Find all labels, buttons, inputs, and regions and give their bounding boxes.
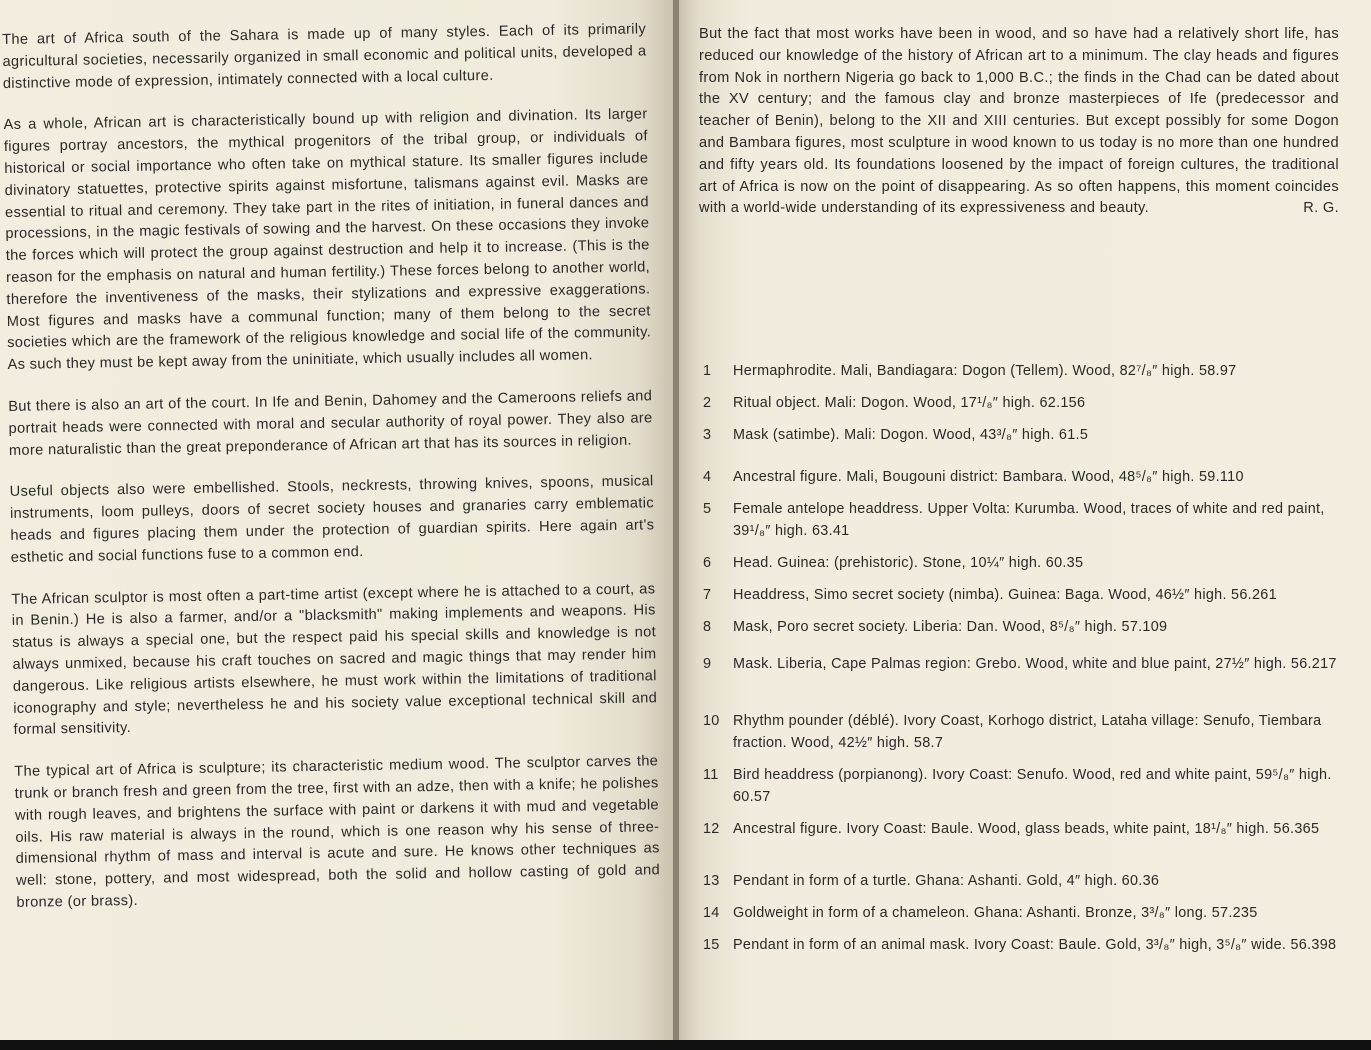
catalog-description: Ancestral figure. Mali, Bougouni district: Bambara. Wood, 48⁵/₈″ high. 59.110 [733,469,1244,485]
catalog-description: Ancestral figure. Ivory Coast: Baule. Wood, glass beads, white paint, 18¹/₈″ high. 56.365 [733,821,1320,837]
catalog-number: 2 [703,395,712,411]
catalog-number: 1 [703,363,712,379]
catalog-description: Head. Guinea: (prehistoric). Stone, 10¼″ high. 60.35 [733,555,1084,571]
catalog-number: 5 [703,501,712,517]
catalog-description: Headdress, Simo secret society (nimba). Guinea: Baga. Wood, 46½″ high. 56.261 [733,587,1277,603]
catalog-number: 6 [703,555,712,571]
scan-edge [0,1040,1371,1050]
catalog-description: Goldweight in form of a chameleon. Ghana: Ashanti. Bronze, 3³/₈″ long. 57.235 [733,905,1258,921]
catalog-number: 9 [703,656,712,672]
catalog-number: 14 [703,905,720,921]
catalog-number: 4 [703,469,712,485]
catalog-number: 3 [703,427,712,443]
catalog-description: Mask (satimbe). Mali: Dogon. Wood, 43³/₈″ high. 61.5 [733,427,1089,443]
essay-paragraph: As a whole, African art is characteristically bound up with religion and divination. Its larger figures portray ancestors, the mythical progenitors of the tribal group, or individuals of historical or social importance who often take on mythical stature. Its smaller figures include divinatory statuettes, protective spirits against misfortune, talismans against evil. Masks are essential to ritual and ceremony. They take part in the rites of initiation, in funeral dances and processions, in the magic festivals of sowing and the harvest. On these occasions they invoke the forces which will protect the group against destruction and help it to increase. (This is the reason for the emphasis on natural and human fertility.) These forces belong to another world, therefore the inventiveness of the masks, their stylizations and expressive exaggerations. Most figures and masks have a communal function; many of them belong to the secret societies which are the framework of the religious knowledge and social life of the community. As such they must be kept away from the uninitiate, which usually includes all women. [3,106,652,374]
essay-text [2,19,661,934]
catalog-description: Pendant in form of a turtle. Ghana: Ashanti. Gold, 4″ high. 60.36 [733,873,1160,889]
catalog-number: 11 [703,767,719,783]
essay-paragraph: The African sculptor is most often a part-time artist (except where he is attached to a court, as in Benin.) He is also a farmer, and/or a "blacksmith" making implements and weapons. His status is always a special one, but the respect paid his special skills and knowledge is not always unmixed, because his craft touches on sacred and magic things that may render him dangerous. Like religious artists elsewhere, he must work within the limitations of traditional iconography and style; nevertheless he and his society value exceptional technical skill and formal sensitivity. [11,580,658,739]
catalog-description: Mask, Poro secret society. Liberia: Dan. Wood, 8⁵/₈″ high. 57.109 [733,619,1168,635]
essay-paragraph: The typical art of Africa is sculpture; its characteristic medium wood. The sculptor carves the trunk or branch fresh and green from the tree, first with an adze, then with a knife; he polishes with rough leaves, and brightens the surface with paint or darkens it with mud and vegetable oils. His raw material is always in the round, which is one reason why his sense of three-dimensional rhythm of mass and interval is acute and sure. He knows other techniques as well: stone, pottery, and most widespread, both the solid and hollow casting of gold and bronze (or brass). [14,753,661,911]
left-page [0,0,673,1040]
essay-paragraph: Useful objects also were embellished. Stools, neckrests, throwing knives, spoons, musical instruments, loom pulleys, doors of secret society houses and granaries carry emblematic heads and figures placing them under the protection of guardian spirits. Here again art's esthetic and social functions fuse to a common end. [9,473,655,566]
catalog-description: Pendant in form of an animal mask. Ivory Coast: Baule. Gold, 3³/₈″ high, 3⁵/₈″ wide. 56.398 [733,937,1337,953]
catalog-description: Ritual object. Mali: Dogon. Wood, 17¹/₈″ high. 62.156 [733,395,1086,411]
catalog-number: 8 [703,619,712,635]
catalog-description: Bird headdress (porpianong). Ivory Coast: Senufo. Wood, red and white paint, 59⁵/₈″ high. 60.57 [733,767,1332,805]
catalog-description: Mask. Liberia, Cape Palmas region: Grebo. Wood, white and blue paint, 27½″ high. 56.217 [733,656,1337,672]
author-initials: R. G. [1303,200,1339,217]
intro-text: But the fact that most works have been in wood, and so have had a relatively short life, has reduced our knowledge of the history of African art to a minimum. The clay heads and figures from Nok in northern Nigeria go back to 1,000 B.C.; the finds in the Chad can be dated about the XV century; and the famous clay and bronze masterpieces of Ife (predecessor and teacher of Benin), belong to the XII and XIII centuries. But except possibly for some Dogon and Bambara figures, most sculpture in wood known to us today is no more than one hundred and fifty years old. Its foundations loosened by the impact of foreign cultures, the traditional art of Africa is now on the point of disappearing. As so often happens, this moment coincides with a world-wide understanding of its expressiveness and beauty. [699,26,1339,217]
essay-paragraph: The art of Africa south of the Sahara is made up of many styles. Each of its primarily agricultural societies, necessarily organized in small economic and political units, developed a distinctive mode of expression, intimately connected with a local culture. [2,21,647,92]
catalog-description: Female antelope headdress. Upper Volta: Kurumba. Wood, traces of white and red paint, 39¹/₈″ high. 63.41 [733,501,1325,539]
catalog-number: 7 [703,587,712,603]
intro-paragraph [699,24,1339,220]
catalog-description: Hermaphrodite. Mali, Bandiagara: Dogon (Tellem). Wood, 82⁷/₈″ high. 58.97 [733,363,1237,379]
essay-paragraph: But there is also an art of the court. In Ife and Benin, Dahomey and the Cameroons reliefs and portrait heads were connected with moral and secular authority of royal power. They also are more naturalistic than the great preponderance of African art that has its sources in religion. [8,388,653,459]
catalog-number: 15 [703,937,720,953]
catalog-number: 13 [703,873,720,889]
catalog-description: Rhythm pounder (déblé). Ivory Coast, Korhogo district, Lataha village: Senufo, Tiembara fraction. Wood, 42½″ high. 58.7 [733,713,1322,751]
right-page [679,0,1371,1040]
catalog-number: 12 [703,821,720,837]
catalog-number: 10 [703,713,720,729]
